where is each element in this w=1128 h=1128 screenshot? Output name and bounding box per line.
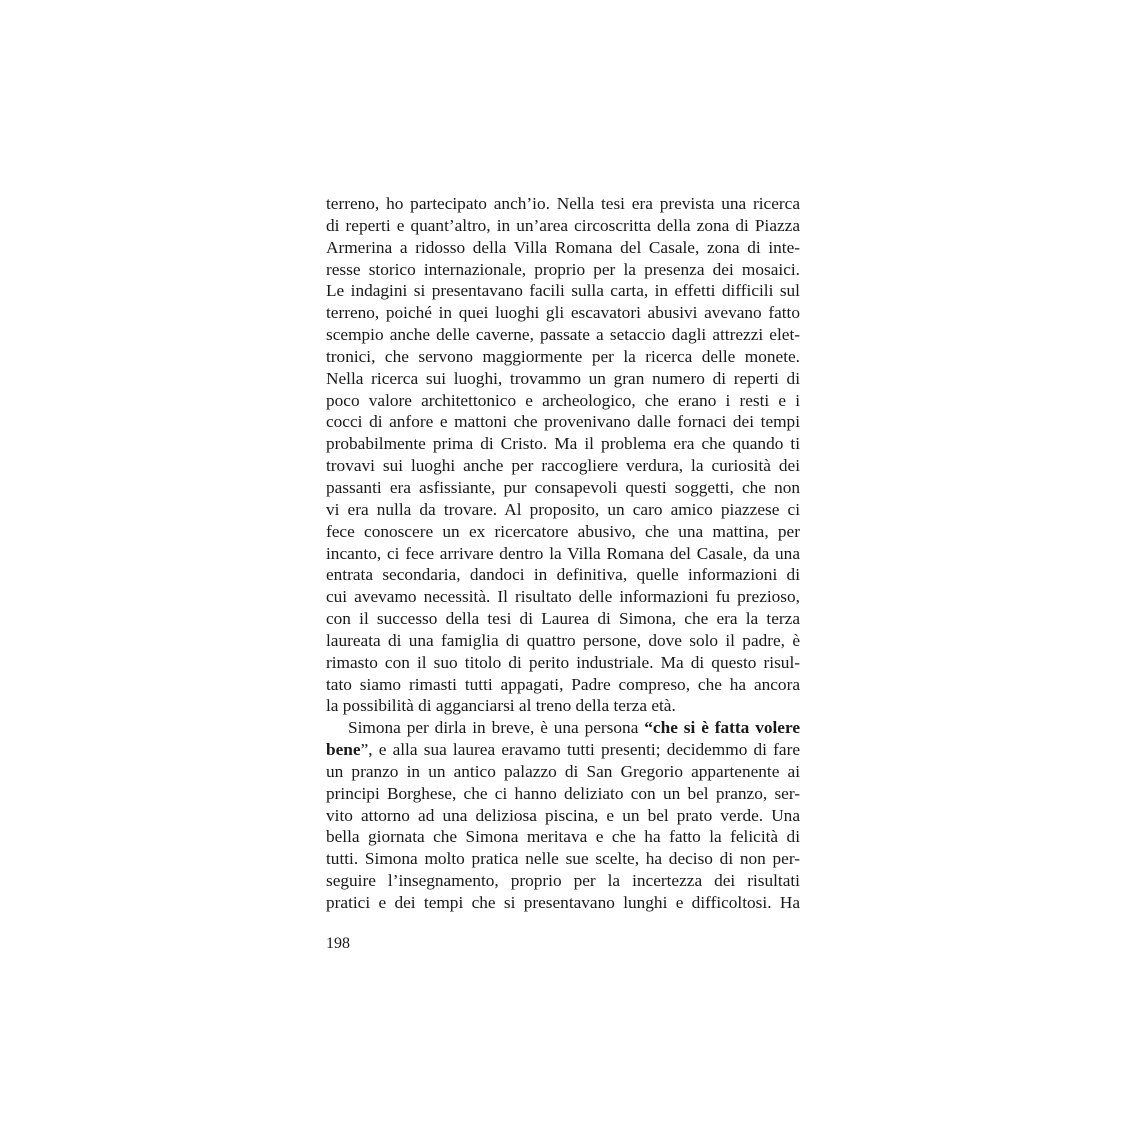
plain-text: ”, e alla sua laurea eravamo tutti presenti; decidemmo di fare xyxy=(360,740,800,760)
text-line: principi Borghese, che ci hanno deliziato con un bel pranzo, ser- xyxy=(326,783,800,803)
text-line: scempio anche delle caverne, passate a setaccio dagli attrezzi elet- xyxy=(326,325,800,345)
text-line: bella giornata che Simona meritava e che ha fatto la felicità di xyxy=(326,827,800,847)
text-line: seguire l’insegnamento, proprio per la incertezza dei risultati xyxy=(326,871,800,891)
paragraph-opening-line xyxy=(326,717,800,739)
text-line: incanto, ci fece arrivare dentro la Villa Romana del Casale, da una xyxy=(326,543,800,563)
text-line: trovavi sui luoghi anche per raccogliere verdura, la curiosità dei xyxy=(326,456,800,476)
text-line: probabilmente prima di Cristo. Ma il problema era che quando ti xyxy=(326,434,800,454)
text-line: tato siamo rimasti tutti appagati, Padre compreso, che ha ancora xyxy=(326,674,800,694)
text-line: laureata di una famiglia di quattro persone, dove solo il padre, è xyxy=(326,630,800,650)
text-line: rimasto con il suo titolo di perito industriale. Ma di questo risul- xyxy=(326,652,800,672)
text-line: poco valore architettonico e archeologico, che erano i resti e i xyxy=(326,390,800,410)
text-line: entrata secondaria, dandoci in definitiva, quelle informazioni di xyxy=(326,565,800,585)
text-line: passanti era asfissiante, pur consapevoli questi soggetti, che non xyxy=(326,477,800,497)
plain-text: Simona per dirla in breve, è una persona xyxy=(348,718,645,738)
body-text xyxy=(326,193,800,914)
text-line: cocci di anfore e mattoni che provenivano dalle fornaci dei tempi xyxy=(326,412,800,432)
page-number: 198 xyxy=(326,935,350,952)
text-line: pratici e dei tempi che si presentavano lunghi e difficoltosi. Ha xyxy=(326,893,800,912)
text-line: cui avevamo necessità. Il risultato delle informazioni fu prezioso, xyxy=(326,587,800,607)
text-line: un pranzo in un antico palazzo di San Gregorio appartenente ai xyxy=(326,761,800,781)
bold-quote: bene xyxy=(326,740,361,760)
text-line: vito attorno ad una deliziosa piscina, e un bel prato verde. Una xyxy=(326,805,800,825)
text-line: terreno, poiché in quei luoghi gli escavatori abusivi avevano fatto xyxy=(326,303,800,323)
text-line: tronici, che servono maggiormente per la ricerca delle monete. xyxy=(326,346,800,366)
text-line: Nella ricerca sui luoghi, trovammo un gran numero di reperti di xyxy=(326,368,800,388)
text-line: resse storico internazionale, proprio per la presenza dei mosaici. xyxy=(326,259,800,279)
text-line: con il successo della tesi di Laurea di Simona, che era la terza xyxy=(326,609,800,629)
text-line: di reperti e quant’altro, in un’area circoscritta della zona di Piazza xyxy=(326,215,800,235)
text-line: tutti. Simona molto pratica nelle sue scelte, ha deciso di non per- xyxy=(326,849,800,869)
text-line: Le indagini si presentavano facili sulla carta, in effetti difficili sul xyxy=(326,281,800,301)
text-line: la possibilità di agganciarsi al treno della terza età. xyxy=(326,696,676,716)
text-line xyxy=(326,739,800,761)
text-line: Armerina a ridosso della Villa Romana del Casale, zona di inte- xyxy=(326,237,800,257)
text-line: vi era nulla da trovare. Al proposito, un caro amico piazzese ci xyxy=(326,499,800,519)
bold-quote: “che si è fatta volere xyxy=(644,718,800,738)
text-line: terreno, ho partecipato anch’io. Nella tesi era prevista una ricerca xyxy=(326,194,800,213)
text-line: fece conoscere un ex ricercatore abusivo, che una mattina, per xyxy=(326,521,800,541)
